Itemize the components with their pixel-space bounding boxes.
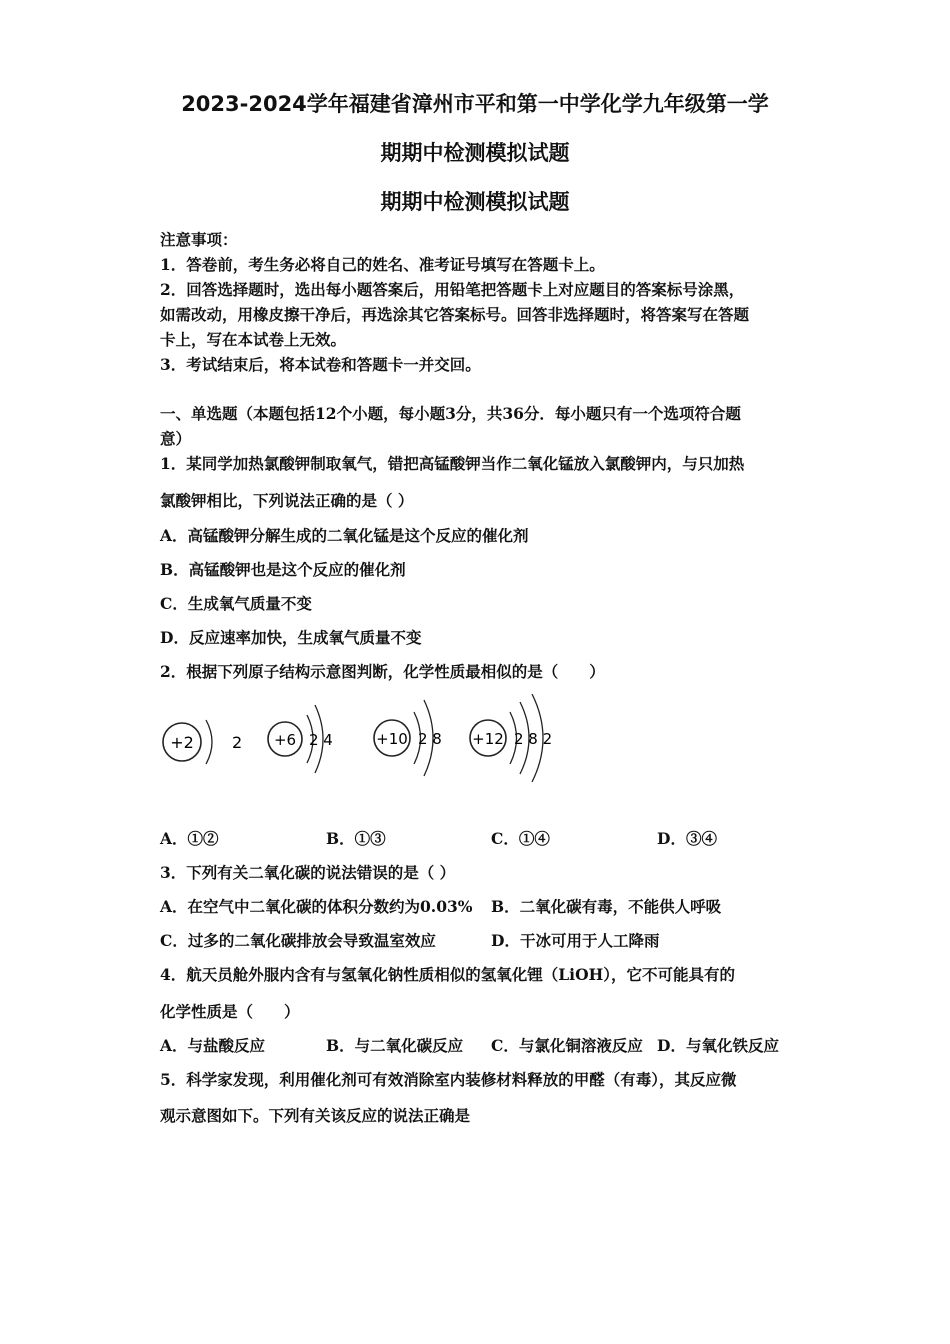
section-heading: 一、单选题（本题包括12个小题，每小题3分，共36分．每小题只有一个选项符合题 (160, 404, 741, 423)
notice-heading: 注意事项： (160, 230, 238, 249)
atom-structure-diagram (160, 694, 560, 816)
q1-stem: 1．某同学加热氯酸钾制取氧气，错把高锰酸钾当作二氧化锰放入氯酸钾内，与只加热 (160, 454, 745, 473)
q3-option-c: C．过多的二氧化碳排放会导致温室效应 (160, 931, 436, 950)
q2-option-a: A．①② (160, 829, 219, 848)
electron-counts: 2 8 (418, 730, 442, 748)
section-heading-cont: 意） (160, 429, 192, 448)
doc-title-line2: 期期中检测模拟试题 (380, 141, 570, 165)
q1-option-c: C．生成氧气质量不变 (160, 594, 312, 613)
nucleus-charge: +12 (472, 730, 504, 748)
nucleus-charge: +2 (170, 733, 194, 752)
doc-title-line1: 2023-2024学年福建省漳州市平和第一中学化学九年级第一学 (181, 92, 769, 116)
q4-stem-cont: 化学性质是（ ） (160, 1002, 300, 1021)
q4-option-b: B．与二氧化碳反应 (326, 1036, 464, 1055)
q1-option-a: A．高锰酸钾分解生成的二氧化锰是这个反应的催化剂 (160, 526, 529, 545)
nucleus-charge: +6 (273, 731, 297, 749)
atom-1 (163, 720, 242, 816)
q2-option-c: C．①④ (491, 829, 550, 848)
notice-line: 1．答卷前，考生务必将自己的姓名、准考证号填写在答题卡上。 (160, 255, 605, 274)
notice-line: 卡上，写在本试卷上无效。 (160, 330, 347, 349)
atom-4 (470, 694, 552, 816)
q5-stem-cont: 观示意图如下。下列有关该反应的说法正确是 (160, 1106, 471, 1125)
q3-option-d: D．干冰可用于人工降雨 (491, 931, 660, 950)
doc-title-line3: 期期中检测模拟试题 (380, 190, 570, 214)
notice-line: 2．回答选择题时，选出每小题答案后，用铅笔把答题卡上对应题目的答案标号涂黑， (160, 280, 745, 299)
q3-option-b: B．二氧化碳有毒，不能供人呼吸 (491, 897, 722, 916)
q4-option-c: C．与氯化铜溶液反应 (491, 1036, 643, 1055)
q2-stem: 2．根据下列原子结构示意图判断，化学性质最相似的是（ ） (160, 662, 605, 681)
atom-2 (268, 705, 333, 816)
electron-counts: 2 4 (309, 731, 333, 749)
nucleus-charge: +10 (376, 730, 408, 748)
atom-3 (374, 700, 442, 816)
electron-counts: 2 (232, 733, 243, 752)
q4-stem: 4．航天员舱外服内含有与氢氧化钠性质相似的氢氧化锂（LiOH），它不可能具有的 (160, 965, 735, 984)
q3-stem: 3．下列有关二氧化碳的说法错误的是（ ） (160, 863, 456, 882)
q1-stem-cont: 氯酸钾相比，下列说法正确的是（ ） (160, 491, 414, 510)
q1-option-b: B．高锰酸钾也是这个反应的催化剂 (160, 560, 406, 579)
electron-shell (206, 720, 212, 764)
q4-option-a: A．与盐酸反应 (160, 1036, 266, 1055)
q2-option-b: B．①③ (326, 829, 386, 848)
q2-option-d: D．③④ (657, 829, 717, 848)
notice-line: 如需改动，用橡皮擦干净后，再选涂其它答案标号。回答非选择题时，将答案写在答题 (160, 305, 750, 324)
q1-option-d: D．反应速率加快，生成氧气质量不变 (160, 628, 422, 647)
q3-option-a: A．在空气中二氧化碳的体积分数约为0.03% (160, 897, 473, 916)
electron-counts: 2 8 2 (514, 730, 553, 748)
notice-line: 3．考试结束后，将本试卷和答题卡一并交回。 (160, 355, 481, 374)
q5-stem: 5．科学家发现，利用催化剂可有效消除室内装修材料释放的甲醛（有毒），其反应微 (160, 1070, 737, 1089)
q4-option-d: D．与氧化铁反应 (657, 1036, 779, 1055)
